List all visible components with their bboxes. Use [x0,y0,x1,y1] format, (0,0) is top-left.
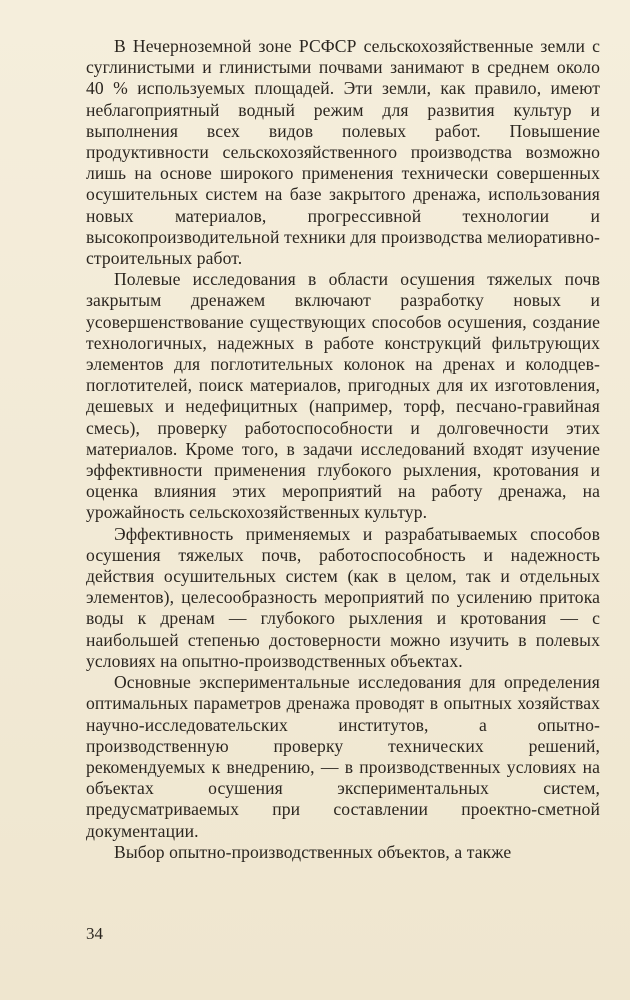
body-text [86,36,600,863]
paragraph-1: В Нечерноземной зоне РСФСР сельскохозяйственные земли с суглинистыми и глинистыми почвами занимают в среднем около 40 % используемых площадей. Эти земли, как правило, имеют неблагоприятный водный режим для развития культур и выполнения всех видов полевых работ. Повышение продуктивности сельскохозяйственного производства возможно лишь на основе широкого применения технически совершенных осушительных систем на базе закрытого дренажа, использования новых материалов, прогрессивной технологии и высокопроизводительной техники для производства мелиоративно-строительных работ. [86,36,600,269]
paragraph-5: Выбор опытно-производственных объектов, а также [114,841,512,862]
paragraph-3: Эффективность применяемых и разрабатываемых способов осушения тяжелых почв, работоспособность и надежность действия осушительных систем (как в целом, так и отдельных элементов), целесообразность мероприятий по усилению притока воды к дренам — глубокого рыхления и кротования — с наибольшей степенью достоверности можно изучить в полевых условиях на опытно-производственных объектах. [86,523,600,671]
paragraph-2: Полевые исследования в области осушения тяжелых почв закрытым дренажем включают разработку новых и усовершенствование существующих способов осушения, создание технологичных, надежных в работе конструкций фильтрующих элементов для поглотительных колонок на дренах и колодцев-поглотителей, поиск материалов, пригодных для их изготовления, дешевых и недефицитных (например, торф, песчано-гравийная смесь), проверку работоспособности и долговечности этих материалов. Кроме того, в задачи исследований входят изучение эффективности применения глубокого рыхления, кротования и оценка влияния этих мероприятий на работу дренажа, на урожайность сельскохозяйственных культур. [86,269,600,523]
page-number: 34 [86,924,103,943]
paragraph-4: Основные экспериментальные исследования для определения оптимальных параметров дренажа проводят в опытных хозяйствах научно-исследовательских институтов, а опытно-производственную проверку технических решений, рекомендуемых к внедрению, — в производственных условиях на объектах осушения экспериментальных систем, предусматриваемых при составлении проектно-сметной документации. [86,672,600,841]
